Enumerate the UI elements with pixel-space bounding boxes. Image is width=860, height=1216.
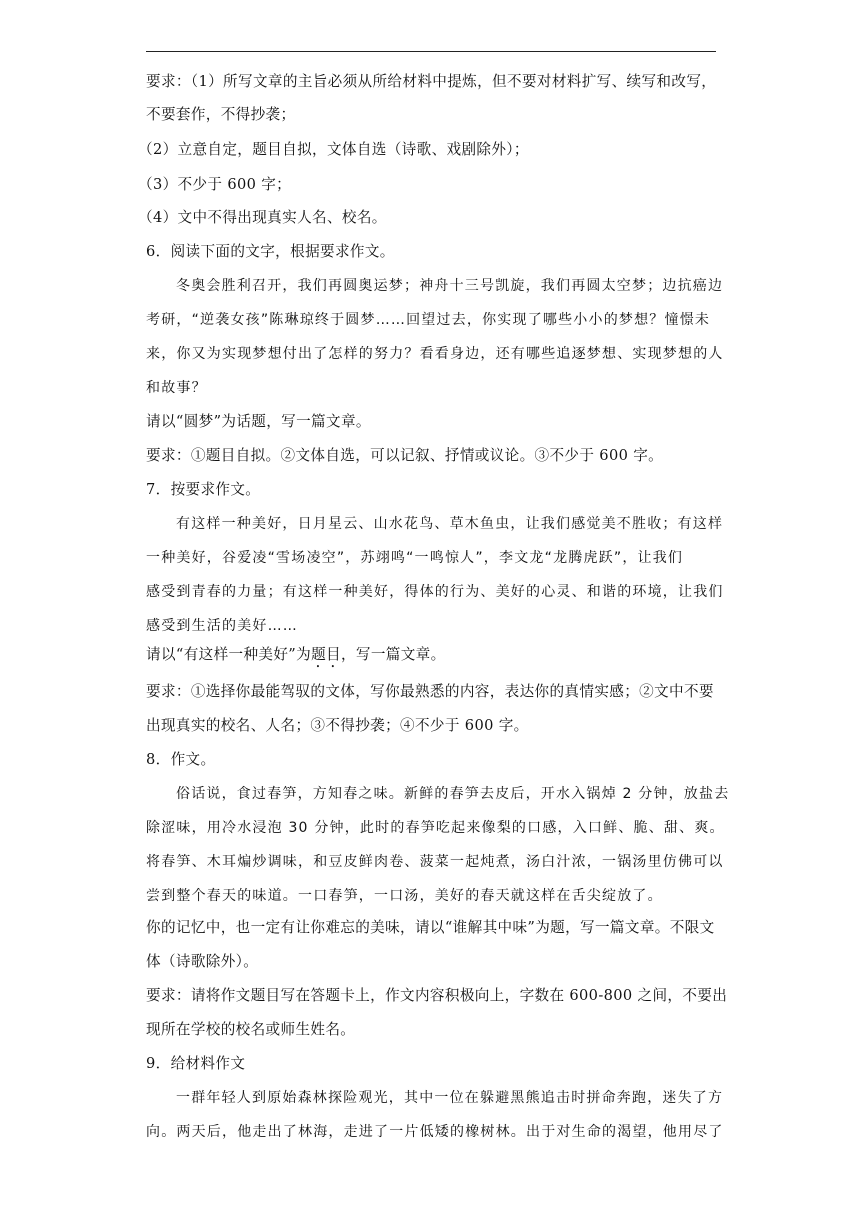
- q5-requirement-line: 要求：（1）所写文章的主旨必须从所给材料中提炼，但不要对材料扩写、续写和改写，: [146, 73, 717, 90]
- q7-material-line: 感受到生活的美好……: [146, 618, 298, 634]
- q8-requirement-line: 现所在学校的校名或师生姓名。: [146, 1021, 356, 1038]
- q5-requirement-line: 不要套作，不得抄袭；: [146, 106, 296, 123]
- q6-material-line: 考研，“逆袭女孩”陈琳琼终于圆梦……回望过去，你实现了哪些小小的梦想？憧憬未: [146, 312, 711, 328]
- q7-heading: 7．按要求作文。: [146, 481, 261, 498]
- header-rule: [146, 51, 716, 52]
- q8-heading: 8．作文。: [146, 751, 216, 768]
- q7-requirement-line: 要求：①选择你最能驾驭的文体，写你最熟悉的内容，表达你的真情实感；②文中不要: [146, 683, 714, 700]
- q6-heading: 6．阅读下面的文字，根据要求作文。: [146, 243, 395, 260]
- q6-material-line: 来，你又为实现梦想付出了怎样的努力？看看身边，还有哪些追逐梦想、实现梦想的人: [146, 346, 724, 362]
- q7-requirement-line: 出现真实的校名、人名；③不得抄袭；④不少于 600 字。: [146, 717, 529, 734]
- q8-prompt-line: 你的记忆中，也一定有让你难忘的美味，请以“谁解其中味”为题，写一篇文章。不限文: [146, 919, 715, 936]
- q7-material-line: 有这样一种美好，日月星云、山水花鸟、草木鱼虫，让我们感觉美不胜收；有这样: [176, 516, 724, 532]
- q9-material-line: 一群年轻人到原始森林探险观光，其中一位在躲避黑熊追击时拼命奔跑，迷失了方: [176, 1090, 724, 1106]
- q6-prompt: 请以“圆梦”为话题，写一篇文章。: [146, 413, 371, 430]
- q8-prompt-line: 体（诗歌除外）。: [146, 953, 259, 970]
- q5-requirement-4: （4）文中不得出现真实人名、校名。: [138, 209, 387, 226]
- q7-prompt: [146, 645, 446, 671]
- q8-material-line: 除涩味，用冷水浸泡 30 分钟，此时的春笋吃起来像梨的口感，入口鲜、脆、甜、爽。: [146, 820, 725, 836]
- q7-material-line: 感受到青春的力量；有这样一种美好，得体的行为、美好的心灵、和谐的环境，让我们: [146, 584, 724, 600]
- q7-prompt-text: 请以“有这样一种美好”为: [146, 646, 312, 663]
- q6-requirement: 要求：①题目自拟。②文体自选，可以记叙、抒情或议论。③不少于 600 字。: [146, 447, 664, 464]
- q8-material-line: 尝到整个春天的味道。一口春笋，一口汤，美好的春天就这样在舌尖绽放了。: [146, 888, 663, 904]
- q7-prompt-text: ，写一篇文章。: [340, 646, 446, 663]
- q5-requirement-3: （3）不少于 600 字；: [138, 176, 292, 193]
- q9-heading: 9．给材料作文: [146, 1055, 246, 1072]
- q5-requirement-2: （2）立意自定，题目自拟，文体自选（诗歌、戏剧除外）；: [138, 141, 529, 158]
- q6-material-line: 和故事？: [146, 380, 207, 396]
- q7-material-line: 一种美好，谷爱凌“雪场凌空”，苏翊鸣“一鸣惊人”，李文龙“龙腾虎跃”，让我们: [146, 550, 684, 566]
- q7-prompt-emphasis: 题目: [311, 646, 341, 663]
- q8-material-line: 将春笋、木耳煸炒调味，和豆皮鲜肉卷、菠菜一起炖煮，汤白汁浓，一锅汤里仿佛可以: [146, 854, 724, 870]
- q8-requirement-line: 要求：请将作文题目写在答题卡上，作文内容积极向上，字数在 600-800 之间，不要出: [146, 987, 728, 1004]
- q8-material-line: 俗话说，食过春笋，方知春之味。新鲜的春笋去皮后，开水入锅焯 2 分钟，放盐去: [176, 786, 730, 802]
- q9-material-line: 向。两天后，他走出了林海，走进了一片低矮的橡树林。出于对生命的渴望，他用尽了: [146, 1124, 724, 1140]
- q6-material-line: 冬奥会胜利召开，我们再圆奥运梦；神舟十三号凯旋，我们再圆太空梦；边抗癌边: [176, 278, 724, 294]
